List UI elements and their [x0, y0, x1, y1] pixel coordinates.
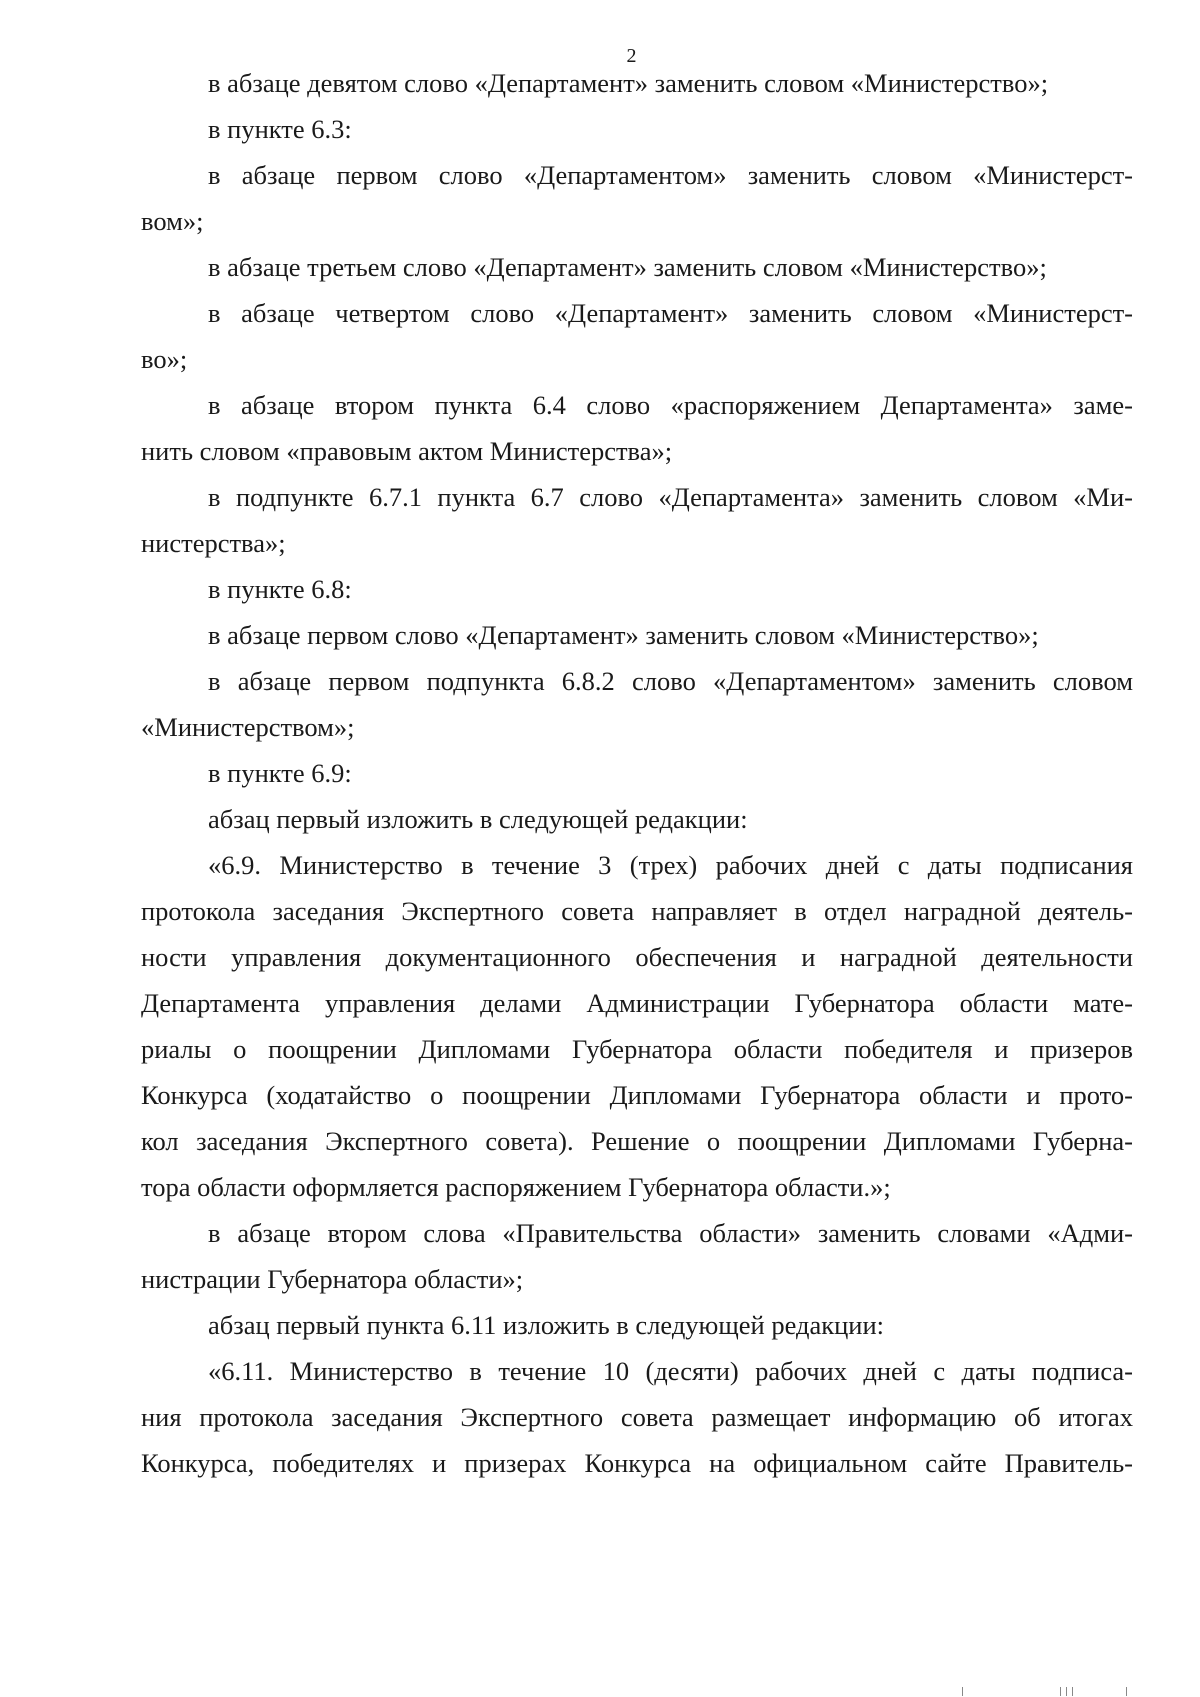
text-line: нистрации Губернатора области»; [141, 1264, 524, 1294]
text-line: ности управления документационного обеспечения и наградной деятельности [141, 942, 1133, 972]
text-line: «6.11. Министерство в течение 10 (десяти) рабочих дней с даты подписа- [208, 1356, 1133, 1386]
text-line: «6.9. Министерство в течение 3 (трех) рабочих дней с даты подписания [208, 850, 1133, 880]
text-line: протокола заседания Экспертного совета направляет в отдел наградной деятель- [141, 896, 1133, 926]
text-line: в абзаце первом слово «Департамент» заменить словом «Министерство»; [208, 620, 1039, 650]
text-line: тора области оформляется распоряжением Губернатора области.»; [141, 1172, 891, 1202]
text-line: в абзаце первом слово «Департаментом» заменить словом «Министерст- [208, 160, 1133, 190]
text-line: Конкурса, победителях и призерах Конкурса на официальном сайте Правитель- [141, 1448, 1133, 1478]
text-line: риалы о поощрении Дипломами Губернатора области победителя и призеров [141, 1034, 1133, 1064]
scan-artifact-marks [940, 1683, 1180, 1697]
text-line: ния протокола заседания Экспертного совета размещает информацию об итогах [141, 1402, 1133, 1432]
text-line: в пункте 6.9: [208, 758, 352, 788]
text-line: во»; [141, 344, 188, 374]
text-line: в подпункте 6.7.1 пункта 6.7 слово «Департамента» заменить словом «Ми- [208, 482, 1133, 512]
text-line: вом»; [141, 206, 204, 236]
text-line: нить словом «правовым актом Министерства»; [141, 436, 673, 466]
text-line: в абзаце третьем слово «Департамент» заменить словом «Министерство»; [208, 252, 1047, 282]
text-line: Конкурса (ходатайство о поощрении Дипломами Губернатора области и прото- [141, 1080, 1133, 1110]
text-line: в абзаце втором пункта 6.4 слово «распоряжением Департамента» заме- [208, 390, 1133, 420]
text-line: в абзаце девятом слово «Департамент» заменить словом «Министерство»; [208, 68, 1049, 98]
page-number: 2 [626, 45, 637, 67]
text-line: Департамента управления делами Администрации Губернатора области мате- [141, 988, 1133, 1018]
text-line: в абзаце втором слова «Правительства области» заменить словами «Адми- [208, 1218, 1133, 1248]
text-line: в абзаце четвертом слово «Департамент» заменить словом «Министерст- [208, 298, 1133, 328]
text-line: «Министерством»; [141, 712, 355, 742]
text-line: в пункте 6.3: [208, 114, 352, 144]
text-line: кол заседания Экспертного совета). Решение о поощрении Дипломами Губерна- [141, 1126, 1133, 1156]
text-line: абзац первый изложить в следующей редакции: [208, 804, 748, 834]
text-line: в абзаце первом подпункта 6.8.2 слово «Департаментом» заменить словом [208, 666, 1133, 696]
text-line: в пункте 6.8: [208, 574, 352, 604]
text-line: нистерства»; [141, 528, 286, 558]
text-line: абзац первый пункта 6.11 изложить в следующей редакции: [208, 1310, 885, 1340]
